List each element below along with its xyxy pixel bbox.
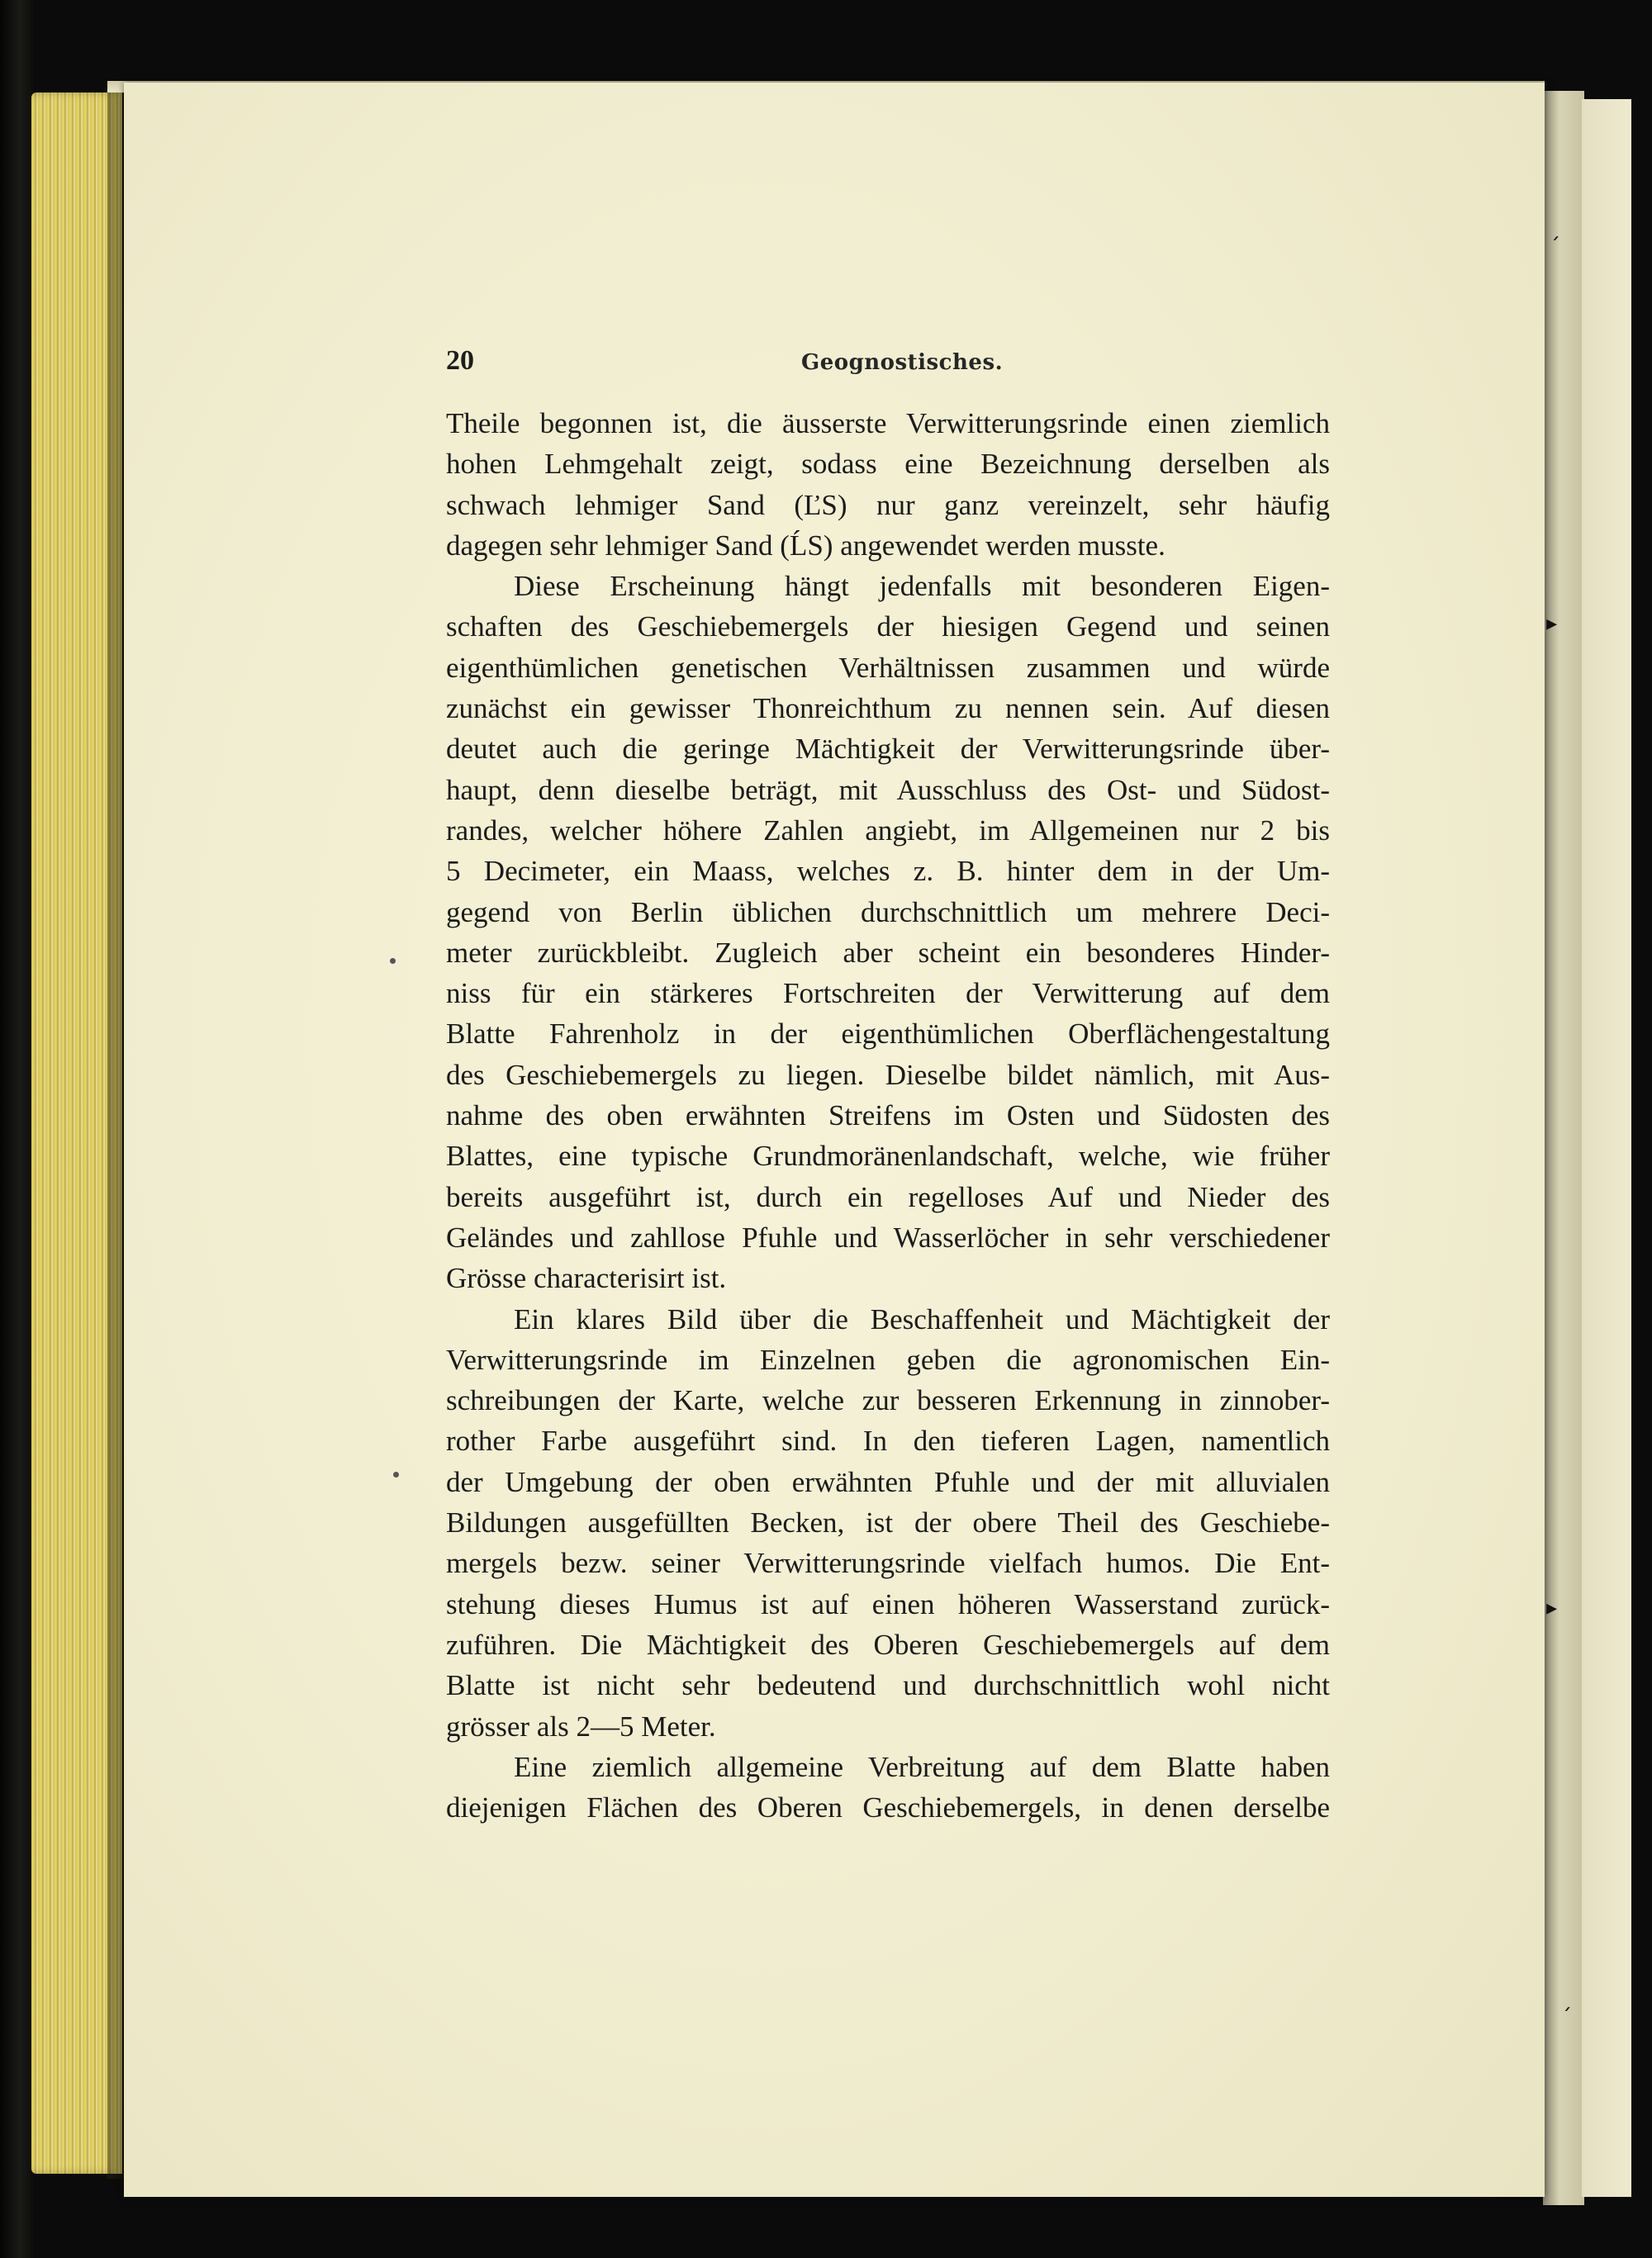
text-line: zunächst ein gewisser Thonreichthum zu nennen sein. Auf diesen — [446, 692, 1330, 725]
page-marker-arrow-icon: ▸ — [1546, 611, 1558, 636]
text-line: dagegen sehr lehmiger Sand (ĹS) angewendet werden musste. — [446, 529, 1165, 562]
page-number: 20 — [446, 345, 474, 376]
text-line: Grösse characterisirt ist. — [446, 1262, 727, 1295]
text-line: niss für ein stärkeres Fortschreiten der Verwitterung auf dem — [446, 977, 1330, 1010]
paragraph — [446, 566, 1330, 1298]
page-marker-tick-icon: ˏ — [1561, 1987, 1572, 2012]
text-line: Diese Erscheinung hängt jedenfalls mit besonderen Eigen- — [514, 570, 1330, 603]
page-marker-tick-icon: ˏ — [1550, 216, 1560, 241]
page-header — [446, 345, 1338, 387]
text-line: diejenigen Flächen des Oberen Geschiebemergels, in denen derselbe — [446, 1791, 1330, 1824]
text-line: rother Farbe ausgeführt sind. In den tieferen Lagen, namentlich — [446, 1425, 1330, 1458]
text-line: mergels bezw. seiner Verwitterungsrinde vielfach humos. Die Ent- — [446, 1547, 1330, 1580]
text-line: schreibungen der Karte, welche zur besseren Erkennung in zinnober- — [446, 1384, 1330, 1417]
text-line: randes, welcher höhere Zahlen angiebt, im Allgemeinen nur 2 bis — [446, 814, 1330, 847]
facing-page-edge — [1582, 99, 1631, 2197]
body-text — [446, 403, 1330, 1828]
text-line: der Umgebung der oben erwähnten Pfuhle und der mit alluvialen — [446, 1465, 1330, 1498]
text-line: Bildungen ausgefüllten Becken, ist der obere Theil des Geschiebe- — [446, 1506, 1330, 1539]
text-line: gegend von Berlin üblichen durchschnittlich um mehrere Deci- — [446, 895, 1330, 928]
text-line: stehung dieses Humus ist auf einen höheren Wasserstand zurück- — [446, 1587, 1330, 1620]
text-line: Blatte Fahrenholz in der eigenthümlichen Oberflächengestaltung — [446, 1018, 1330, 1051]
text-line: schwach lehmiger Sand (ĽS) nur ganz vereinzelt, sehr häufig — [446, 488, 1330, 521]
text-line: grösser als 2—5 Meter. — [446, 1710, 716, 1743]
page-marker-arrow-icon: ▸ — [1546, 1596, 1558, 1620]
running-head: Geognostisches. — [801, 350, 1004, 375]
text-line: haupt, denn dieselbe beträgt, mit Ausschluss des Ost- und Südost- — [446, 773, 1330, 806]
paragraph — [446, 1299, 1330, 1747]
text-line: Theile begonnen ist, die äusserste Verwitterungsrinde einen ziemlich — [446, 407, 1330, 439]
ink-speck — [393, 1472, 399, 1478]
text-line: bereits ausgeführt ist, durch ein regelloses Auf und Nieder des — [446, 1180, 1330, 1213]
text-line: Verwitterungsrinde im Einzelnen geben die agronomischen Ein- — [446, 1343, 1330, 1376]
text-line: nahme des oben erwähnten Streifens im Osten und Südosten des — [446, 1099, 1330, 1132]
paragraph — [446, 403, 1330, 566]
ink-speck — [390, 958, 396, 964]
text-line: hohen Lehmgehalt zeigt, sodass eine Bezeichnung derselben als — [446, 448, 1330, 481]
paragraph — [446, 1747, 1330, 1829]
text-line: des Geschiebemergels zu liegen. Dieselbe bildet nämlich, mit Aus- — [446, 1058, 1330, 1091]
text-line: Blatte ist nicht sehr bedeutend und durchschnittlich wohl nicht — [446, 1669, 1330, 1702]
text-line: Eine ziemlich allgemeine Verbreitung auf dem Blatte haben — [514, 1750, 1330, 1783]
text-line: deutet auch die geringe Mächtigkeit der Verwitterungsrinde über- — [446, 733, 1330, 766]
text-line: eigenthümlichen genetischen Verhältnissen zusammen und würde — [446, 651, 1330, 684]
text-line: Geländes und zahllose Pfuhle und Wasserlöcher in sehr verschiedener — [446, 1221, 1330, 1254]
text-line: zuführen. Die Mächtigkeit des Oberen Geschiebemergels auf dem — [446, 1628, 1330, 1661]
text-line: meter zurückbleibt. Zugleich aber scheint ein besonderes Hinder- — [446, 936, 1330, 969]
text-line: 5 Decimeter, ein Maass, welches z. B. hinter dem in der Um- — [446, 855, 1330, 888]
text-line: schaften des Geschiebemergels der hiesigen Gegend und seinen — [446, 610, 1330, 643]
book-spine — [0, 0, 33, 2258]
text-line: Blattes, eine typische Grundmoränenlandschaft, welche, wie früher — [446, 1140, 1330, 1173]
text-line: Ein klares Bild über die Beschaffenheit und Mächtigkeit der — [514, 1302, 1330, 1335]
right-page-fold — [1543, 91, 1584, 2205]
